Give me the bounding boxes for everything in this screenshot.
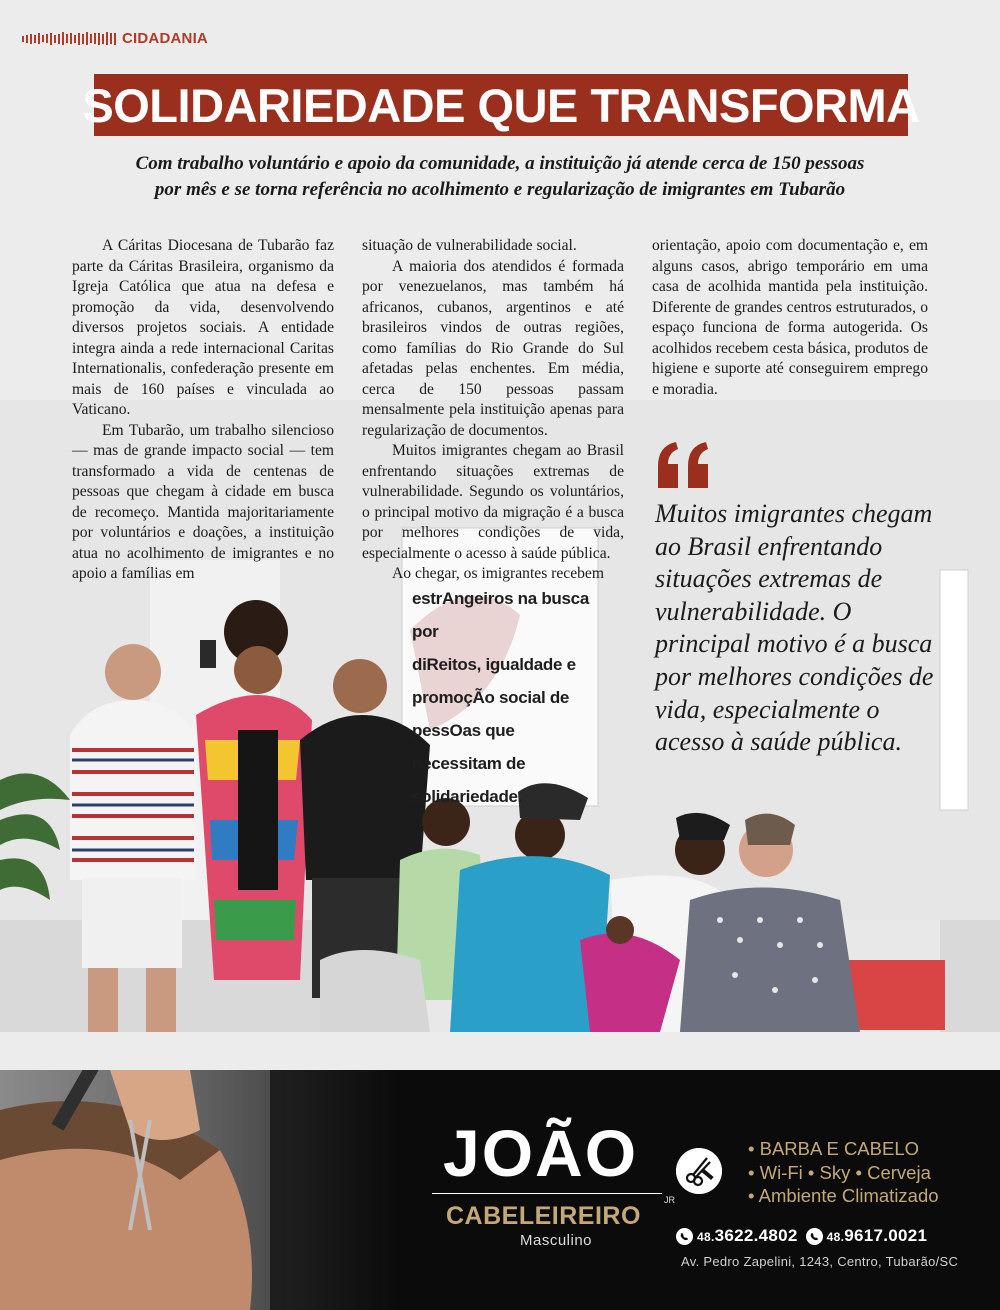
whatsapp-icon	[806, 1228, 823, 1245]
banner-line: diReitos, igualdade e	[412, 655, 576, 674]
section-tag	[22, 30, 208, 47]
headline-banner	[82, 74, 920, 136]
scissors-icon	[676, 1148, 722, 1194]
subhead-line-2: por mês e se torna referência no acolhimento e regularização de imigrantes em Tubarão	[154, 179, 846, 200]
section-tag-bars	[22, 32, 116, 46]
section-label: CIDADANIA	[122, 30, 208, 47]
service-item: • Ambiente Climatizado	[748, 1184, 939, 1208]
headline: SOLIDARIEDADE QUE TRANSFORMA	[82, 78, 920, 132]
phone-2	[806, 1226, 928, 1246]
quote-mark-icon	[654, 440, 712, 490]
article-paragraph: Ao chegar, os imigrantes recebem	[392, 565, 604, 582]
barber-name: JOÃO	[443, 1116, 639, 1190]
whatsapp-icon	[676, 1228, 693, 1245]
haircut-illustration	[0, 1070, 400, 1310]
barber-address: Av. Pedro Zapelini, 1243, Centro, Tubarão/SC	[681, 1254, 959, 1269]
phone-number: 3622.4802	[714, 1226, 798, 1245]
phone-ddd: 48.	[697, 1230, 715, 1244]
article-column-1	[72, 236, 334, 585]
article-paragraph: Muitos imigrantes chegam ao Brasil enfrentando situações extremas de vulnerabilidade. Segundo os voluntários, o principal motivo da migração é a busca por melhores condições de vida, especialmente o acesso à saúde pública.	[362, 442, 624, 562]
article-paragraph-continued: orientação, apoio com documentação e, em alguns casos, abrigo temporário em uma casa de acolhida mantida pela instituição. Diferente de grandes centros estruturados, o espaço funciona de forma autogerida. Os acolhidos recebem cesta básica, produtos de higiene e suporte até conseguirem emprego e moradia.	[652, 237, 928, 398]
article-paragraph: Em Tubarão, um trabalho silencioso — mas de grande impacto social — tem transformado a vida de centenas de pessoas que chegam à cidade em busca de recomeço. Mantida majoritariamente por voluntários e doações, a instituição atua no acolhimento de imigrantes e no apoio a famílias em	[72, 421, 334, 582]
pull-quote: Muitos imigrantes chegam ao Brasil enfrentando situações extremas de vulnerabilidade. O principal motivo é a busca por melhores condições de vida, especialmente o acesso à saúde pública.	[655, 499, 934, 757]
barber-tagline: Masculino	[520, 1232, 593, 1249]
subhead-line-1: Com trabalho voluntário e apoio da comunidade, a instituição já atende cerca de 150 pessoas	[135, 153, 865, 174]
phone-number: 9617.0021	[844, 1226, 928, 1245]
article-paragraph: A Cáritas Diocesana de Tubarão faz parte da Cáritas Brasileira, organismo da Igreja Católica que atua na defesa e promoção da vida, desenvolvendo diversos projetos sociais. A entidade integra ainda a rede internacional Caritas Internationalis, confederação presente em mais de 160 países e vinculada ao Vaticano.	[72, 237, 334, 418]
subheadline	[80, 151, 920, 203]
brand-divider	[432, 1193, 662, 1194]
banner-line: solidariedade.	[412, 787, 523, 806]
advert-photo	[0, 1070, 400, 1310]
article-column-3	[652, 236, 928, 400]
phone-1	[676, 1226, 798, 1246]
barber-subtitle: CABELEIREIRO	[446, 1202, 641, 1230]
phone-ddd: 48.	[826, 1230, 845, 1244]
service-item: • BARBA E CABELO	[748, 1137, 939, 1161]
service-item: • Wi-Fi • Sky • Cerveja	[748, 1161, 939, 1185]
banner-line: promoçÃo social de	[412, 688, 570, 707]
services-list	[748, 1137, 939, 1208]
article-paragraph-continued: situação de vulnerabilidade social.	[362, 237, 577, 254]
article-column-2	[362, 236, 624, 585]
brand-suffix: JR	[664, 1195, 675, 1205]
banner-line: pessOas que necessitam de	[412, 721, 526, 773]
banner-line: estrAngeiros na busca por	[412, 589, 589, 641]
banner-lettering	[412, 582, 592, 813]
phone-numbers	[676, 1226, 927, 1246]
article-paragraph: A maioria dos atendidos é formada por venezuelanos, mas também há africanos, cubanos, argentinos e até brasileiros vindos de outras regiões, como famílias do Rio Grande do Sul afetadas pelas enchentes. Em média, cerca de 150 pessoas passam mensalmente pela instituição apenas para regularização de documentos.	[362, 257, 624, 439]
